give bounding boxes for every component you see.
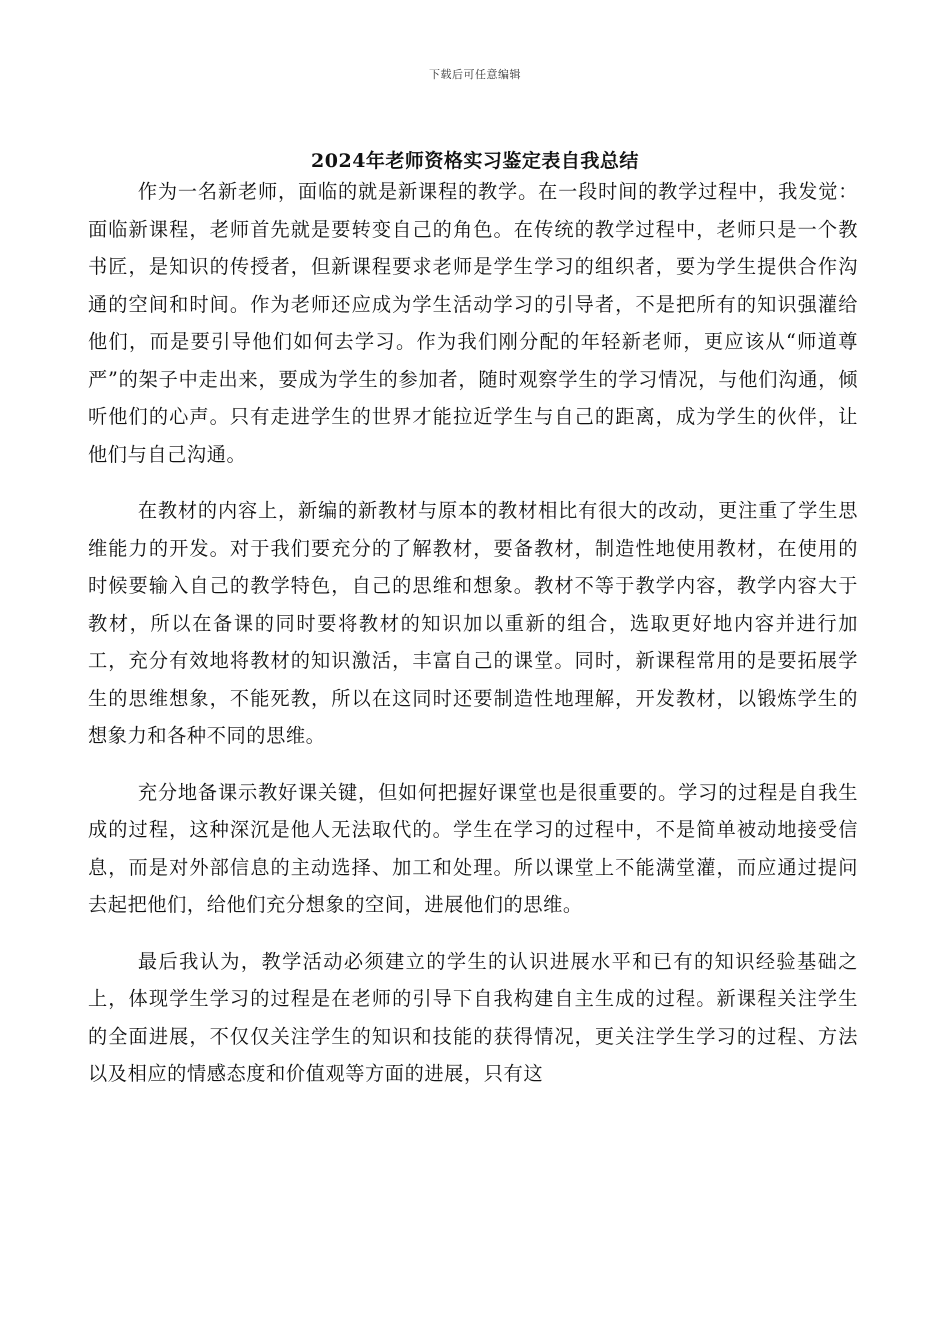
paragraph-4: 最后我认为，教学活动必须建立的学生的认识进展水平和已有的知识经验基础之上，体现学生学习的过程是在老师的引导下自我构建自主生成的过程。新课程关注学生的全面进展，不仅仅关注学生的知识和技能的获得情况，更关注学生学习的过程、方法以及相应的情感态度和价值观等方面的进展，只有这 [88, 949, 858, 1085]
document-body [88, 173, 858, 1112]
paragraph-3: 充分地备课示教好课关键，但如何把握好课堂也是很重要的。学习的过程是自我生成的过程，这种深沉是他人无法取代的。学生在学习的过程中，不是简单被动地接受信息，而是对外部信息的主动选择、加工和处理。所以课堂上不能满堂灌，而应通过提问去起把他们，给他们充分想象的空间，进展他们的思维。 [88, 780, 858, 916]
document-title: 2024年老师资格实习鉴定表自我总结 [311, 150, 639, 172]
paragraph-1: 作为一名新老师，面临的就是新课程的教学。在一段时间的教学过程中，我发觉：面临新课程，老师首先就是要转变自己的角色。在传统的教学过程中，老师只是一个教书匠，是知识的传授者，但新课程要求老师是学生学习的组织者，要为学生提供合作沟通的空间和时间。作为老师还应成为学生活动学习的引导者，不是把所有的知识强灌给他们，而是要引导他们如何去学习。作为我们刚分配的年轻新老师，更应该从“师道尊严”的架子中走出来，要成为学生的参加者，随时观察学生的学习情况，与他们沟通，倾听他们的心声。只有走进学生的世界才能拉近学生与自己的距离，成为学生的伙伴，让他们与自己沟通。 [88, 180, 858, 466]
paragraph-2: 在教材的内容上，新编的新教材与原本的教材相比有很大的改动，更注重了学生思维能力的开发。对于我们要充分的了解教材，要备教材，制造性地使用教材，在使用的时候要输入自己的教学特色，自己的思维和想象。教材不等于教学内容，教学内容大于教材，所以在备课的同时要将教材的知识加以重新的组合，选取更好地内容并进行加工，充分有效地将教材的知识激活，丰富自己的课堂。同时，新课程常用的是要拓展学生的思维想象，不能死教，所以在这同时还要制造性地理解，开发教材，以锻炼学生的想象力和各种不同的思维。 [88, 499, 858, 747]
header-note: 下载后可任意编辑 [429, 68, 521, 81]
